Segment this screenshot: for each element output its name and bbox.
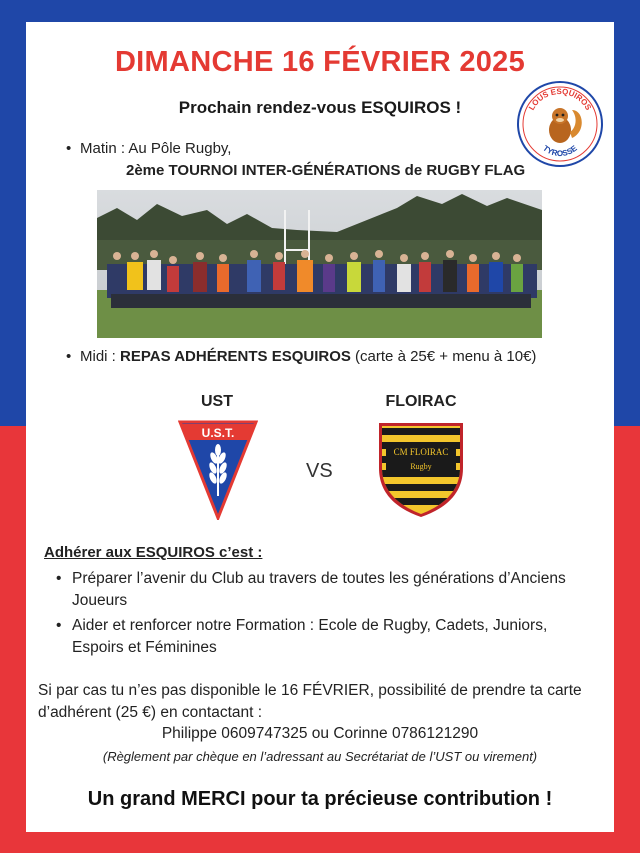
esquiros-logo <box>516 80 604 168</box>
floirac-logo <box>376 420 466 518</box>
team-photo <box>97 190 542 338</box>
lunch-suffix: (carte à 25€ + menu à 10€) <box>350 348 537 365</box>
thanks-message: Un grand MERCI pour ta précieuse contribution ! <box>87 788 553 810</box>
lunch-prefix: Midi : <box>80 348 121 365</box>
home-team-name: UST <box>201 393 233 410</box>
tournament-title: 2ème TOURNOI INTER-GÉNÉRATIONS de RUGBY FLAG <box>126 162 526 179</box>
list-item: • Préparer l’avenir du Club au travers de toutes les générations d’Anciens Joueurs <box>56 568 576 612</box>
logo-top-text: LOUS ESQUIROS <box>526 86 594 112</box>
contacts: Philippe 0609747325 ou Corinne 0786121290 <box>161 725 479 742</box>
date-title: DIMANCHE 16 FÉVRIER 2025 <box>114 46 526 78</box>
flyer-card <box>26 22 614 832</box>
membership-item-1: Préparer l’avenir du Club au travers de toutes les générations d’Anciens Joueurs <box>72 570 566 609</box>
payment-note: (Règlement par chèque en l’adressant au Secrétariat de l’UST ou virement) <box>102 749 538 764</box>
away-team-name: FLOIRAC <box>385 393 457 410</box>
morning-item: • Matin : Au Pôle Rugby, <box>66 140 232 157</box>
floirac-logo-line1: CM FLOIRAC <box>393 447 449 457</box>
floirac-logo-line2: Rugby <box>410 462 432 471</box>
list-item: • Aider et renforcer notre Formation : Ecole de Rugby, Cadets, Juniors, Espoirs et Féminines <box>56 615 576 659</box>
info-paragraph: Si par cas tu n’es pas disponible le 16 FÉVRIER, possibilité de prendre ta carte d’adhérent (25 €) en contactant : <box>38 682 582 721</box>
membership-title: Adhérer aux ESQUIROS c’est : <box>44 544 263 561</box>
subtitle: Prochain rendez-vous ESQUIROS ! <box>178 98 462 117</box>
ust-logo <box>178 418 258 520</box>
lunch-bold: REPAS ADHÉRENTS ESQUIROS <box>120 348 351 365</box>
lunch-item: • Midi : REPAS ADHÉRENTS ESQUIROS (carte à 25€ + menu à 10€) <box>66 348 537 365</box>
morning-label: Matin : Au Pôle Rugby, <box>80 140 232 157</box>
floirac-logo-line3: Depuis 1922 <box>408 492 434 497</box>
versus-label: VS <box>306 460 333 482</box>
ust-logo-text: U.S.T. <box>201 426 235 440</box>
logo-bottom-text: TYROSSE <box>541 143 579 159</box>
membership-item-2: Aider et renforcer notre Formation : Ecole de Rugby, Cadets, Juniors, Espoirs et Féminines <box>72 617 548 656</box>
